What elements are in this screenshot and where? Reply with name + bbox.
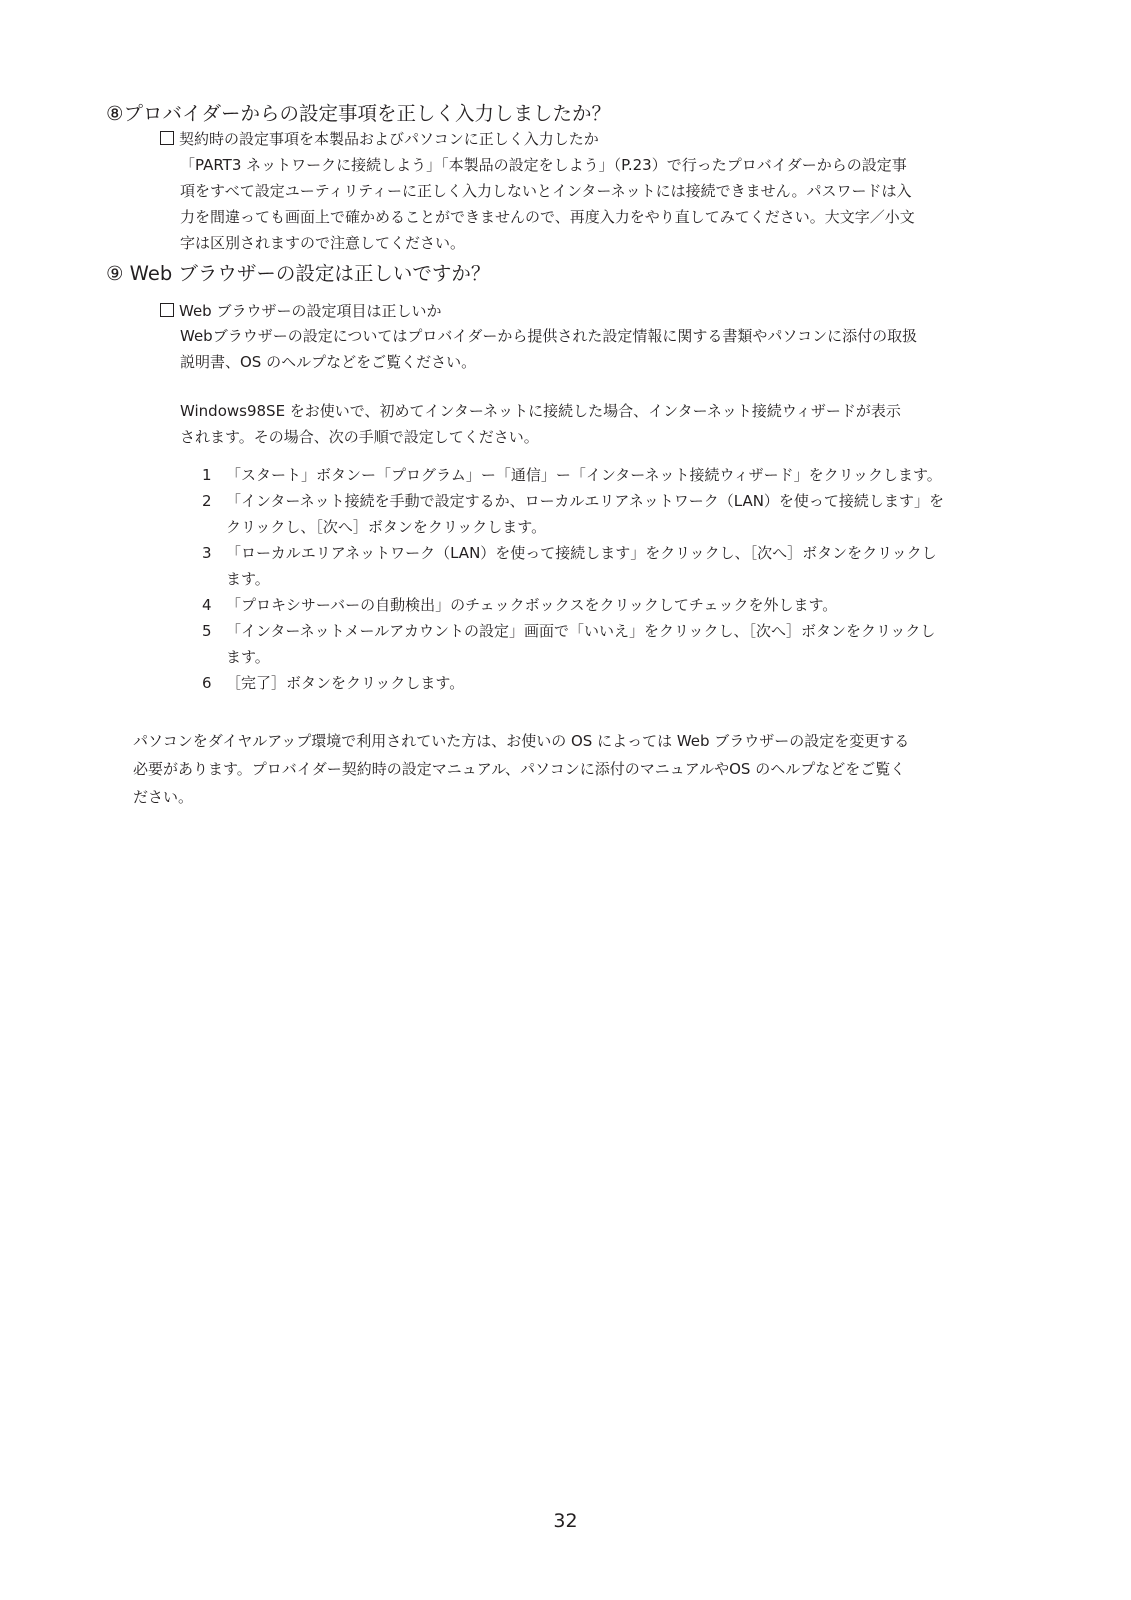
note-line: ださい。 xyxy=(133,788,194,806)
section-9-body xyxy=(180,323,1040,375)
steps-list xyxy=(202,462,1040,696)
step-text: ます。 xyxy=(226,648,270,666)
step-number: 4 xyxy=(202,596,212,614)
step-number: 2 xyxy=(202,492,212,510)
section-9-heading: ⑨ Web ブラウザーの設定は正しいですか？ xyxy=(106,262,491,285)
step-text: 「インターネットメールアカウントの設定」画面で「いいえ」をクリックし、［次へ］ボタンをクリックし xyxy=(226,622,936,640)
list-item xyxy=(202,540,1040,592)
list-item xyxy=(202,618,1040,670)
body-line: Webブラウザーの設定についてはプロバイダーから提供された設定情報に関する書類やパソコンに添付の取扱 xyxy=(180,327,918,345)
section-9-check-label: Web ブラウザーの設定項目は正しいか xyxy=(179,302,442,320)
windows98se-intro xyxy=(180,398,1040,450)
list-item xyxy=(202,592,1040,618)
note-line: パソコンをダイヤルアップ環境で利用されていた方は、お使いの OS によっては Web ブラウザーの設定を変更する xyxy=(133,732,910,750)
body-line: 説明書、OS のヘルプなどをご覧ください。 xyxy=(180,353,477,371)
checkbox-icon xyxy=(160,303,174,317)
dialup-note xyxy=(133,727,1043,811)
list-item xyxy=(202,462,1040,488)
list-item xyxy=(202,488,1040,540)
step-number: 1 xyxy=(202,466,212,484)
body-line: Windows98SE をお使いで、初めてインターネットに接続した場合、インターネット接続ウィザードが表示 xyxy=(180,402,901,420)
section-8-check-label: 契約時の設定事項を本製品およびパソコンに正しく入力したか xyxy=(179,130,599,148)
section-8-heading: ⑧プロバイダーからの設定事項を正しく入力しましたか？ xyxy=(106,102,611,125)
section-9-check-item xyxy=(160,300,441,322)
section-8-check-item xyxy=(160,128,599,150)
note-line: 必要があります。プロバイダー契約時の設定マニュアル、パソコンに添付のマニュアルやOS のヘルプなどをご覧く xyxy=(133,760,906,778)
body-line: 力を間違っても画面上で確かめることができませんので、再度入力をやり直してみてください。大文字／小文 xyxy=(180,208,915,226)
body-line: 項をすべて設定ユーティリティーに正しく入力しないとインターネットには接続できません。パスワードは入 xyxy=(180,182,912,200)
step-number: 3 xyxy=(202,544,212,562)
step-text: 「ローカルエリアネットワーク（LAN）を使って接続します」をクリックし、［次へ］ボタンをクリックし xyxy=(226,544,937,562)
step-text: ます。 xyxy=(226,570,270,588)
page-number: 32 xyxy=(553,1510,578,1532)
step-text: 「スタート」ボタンー「プログラム」ー「通信」ー「インターネット接続ウィザード」をクリックします。 xyxy=(226,466,942,484)
step-number: 6 xyxy=(202,674,212,692)
section-8-body xyxy=(180,152,1040,256)
step-text: 「インターネット接続を手動で設定するか、ローカルエリアネットワーク（LAN）を使って接続します」を xyxy=(226,492,944,510)
step-text: クリックし、［次へ］ボタンをクリックします。 xyxy=(226,518,547,536)
checkbox-icon xyxy=(160,131,174,145)
body-line: 「PART3 ネットワークに接続しよう」「本製品の設定をしよう」（P.23）で行ったプロバイダーからの設定事 xyxy=(180,156,907,174)
step-number: 5 xyxy=(202,622,212,640)
list-item xyxy=(202,670,1040,696)
body-line: されます。その場合、次の手順で設定してください。 xyxy=(180,428,539,446)
step-text: ［完了］ボタンをクリックします。 xyxy=(226,674,465,692)
body-line: 字は区別されますので注意してください。 xyxy=(180,234,466,252)
step-text: 「プロキシサーバーの自動検出」のチェックボックスをクリックしてチェックを外します。 xyxy=(226,596,838,614)
